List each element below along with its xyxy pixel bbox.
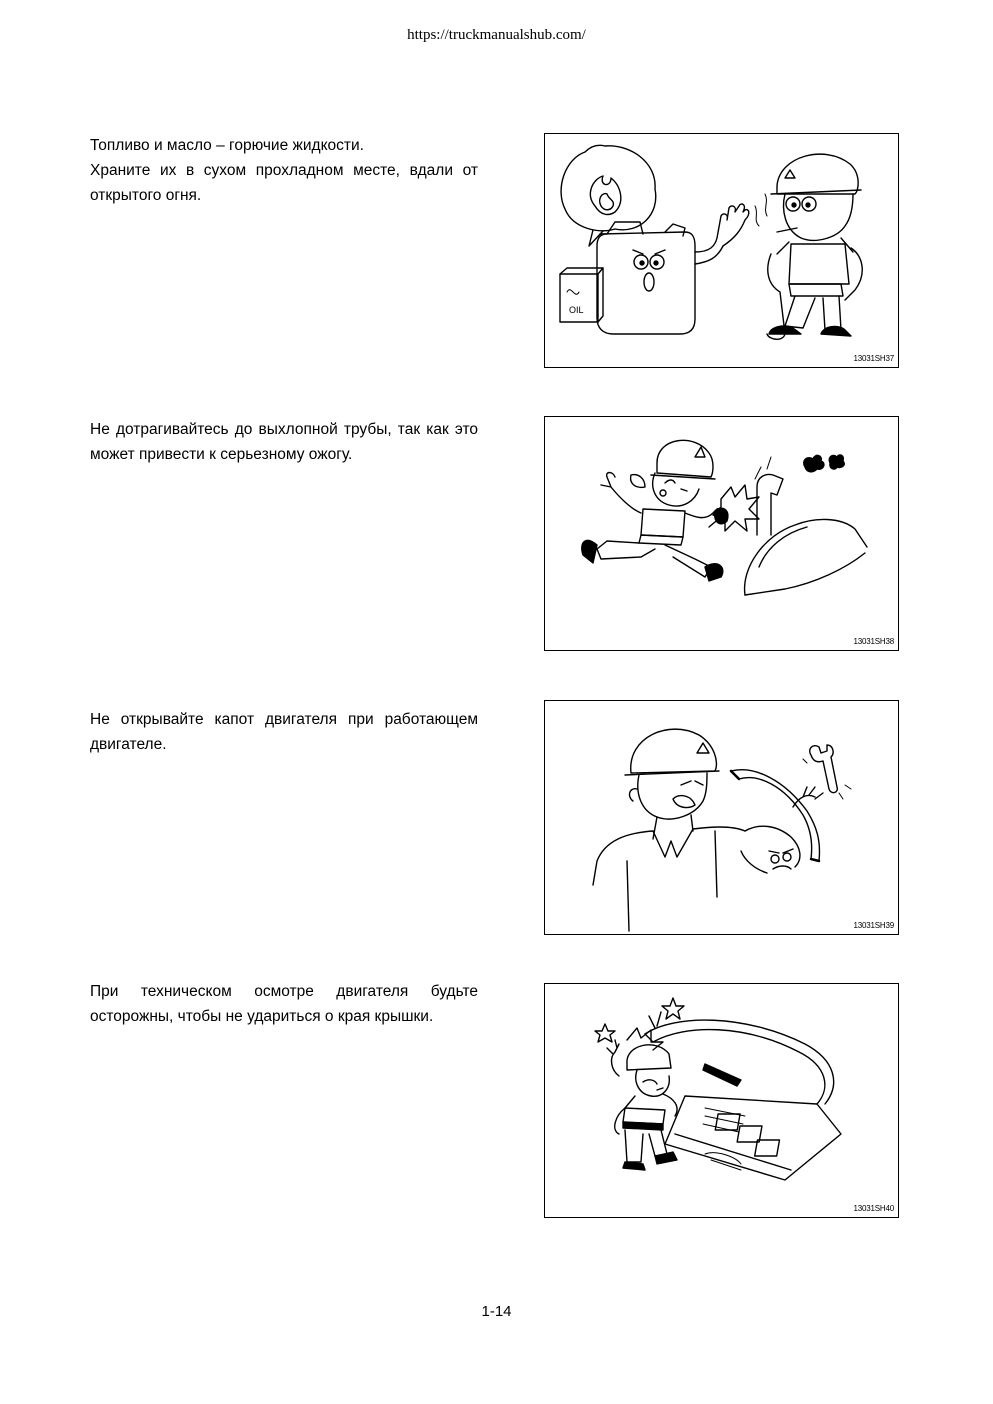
- illustration-fuel-storage: [544, 133, 899, 368]
- oil-can-label: OIL: [569, 305, 584, 315]
- figure-code: 13031SH37: [853, 354, 894, 363]
- source-url: https://truckmanualshub.com/: [407, 27, 586, 43]
- safety-text: [90, 707, 478, 757]
- safety-paragraph: Храните их в сухом прохладном месте, вдали от открытого огня.: [90, 162, 478, 204]
- illustration-exhaust-burn: [544, 416, 899, 651]
- safety-text: [90, 133, 478, 208]
- safety-paragraph: Топливо и масло – горючие жидкости.: [90, 137, 364, 154]
- illustration-engine-hood: [544, 700, 899, 935]
- figure-code: 13031SH39: [853, 921, 894, 930]
- figure-code: 13031SH40: [853, 1204, 894, 1213]
- safety-paragraph: При техническом осмотре двигателя будьте осторожны, чтобы не удариться о края крышки.: [90, 983, 478, 1025]
- safety-paragraph: Не открывайте капот двигателя при работающем двигателе.: [90, 711, 478, 753]
- safety-paragraph: Не дотрагивайтесь до выхлопной трубы, так как это может привести к серьезному ожогу.: [90, 421, 478, 463]
- illustration-cover-edges: [544, 983, 899, 1218]
- safety-text: [90, 417, 478, 467]
- safety-text: [90, 979, 478, 1029]
- page-number: 1-14: [481, 1303, 512, 1320]
- figure-code: 13031SH38: [853, 637, 894, 646]
